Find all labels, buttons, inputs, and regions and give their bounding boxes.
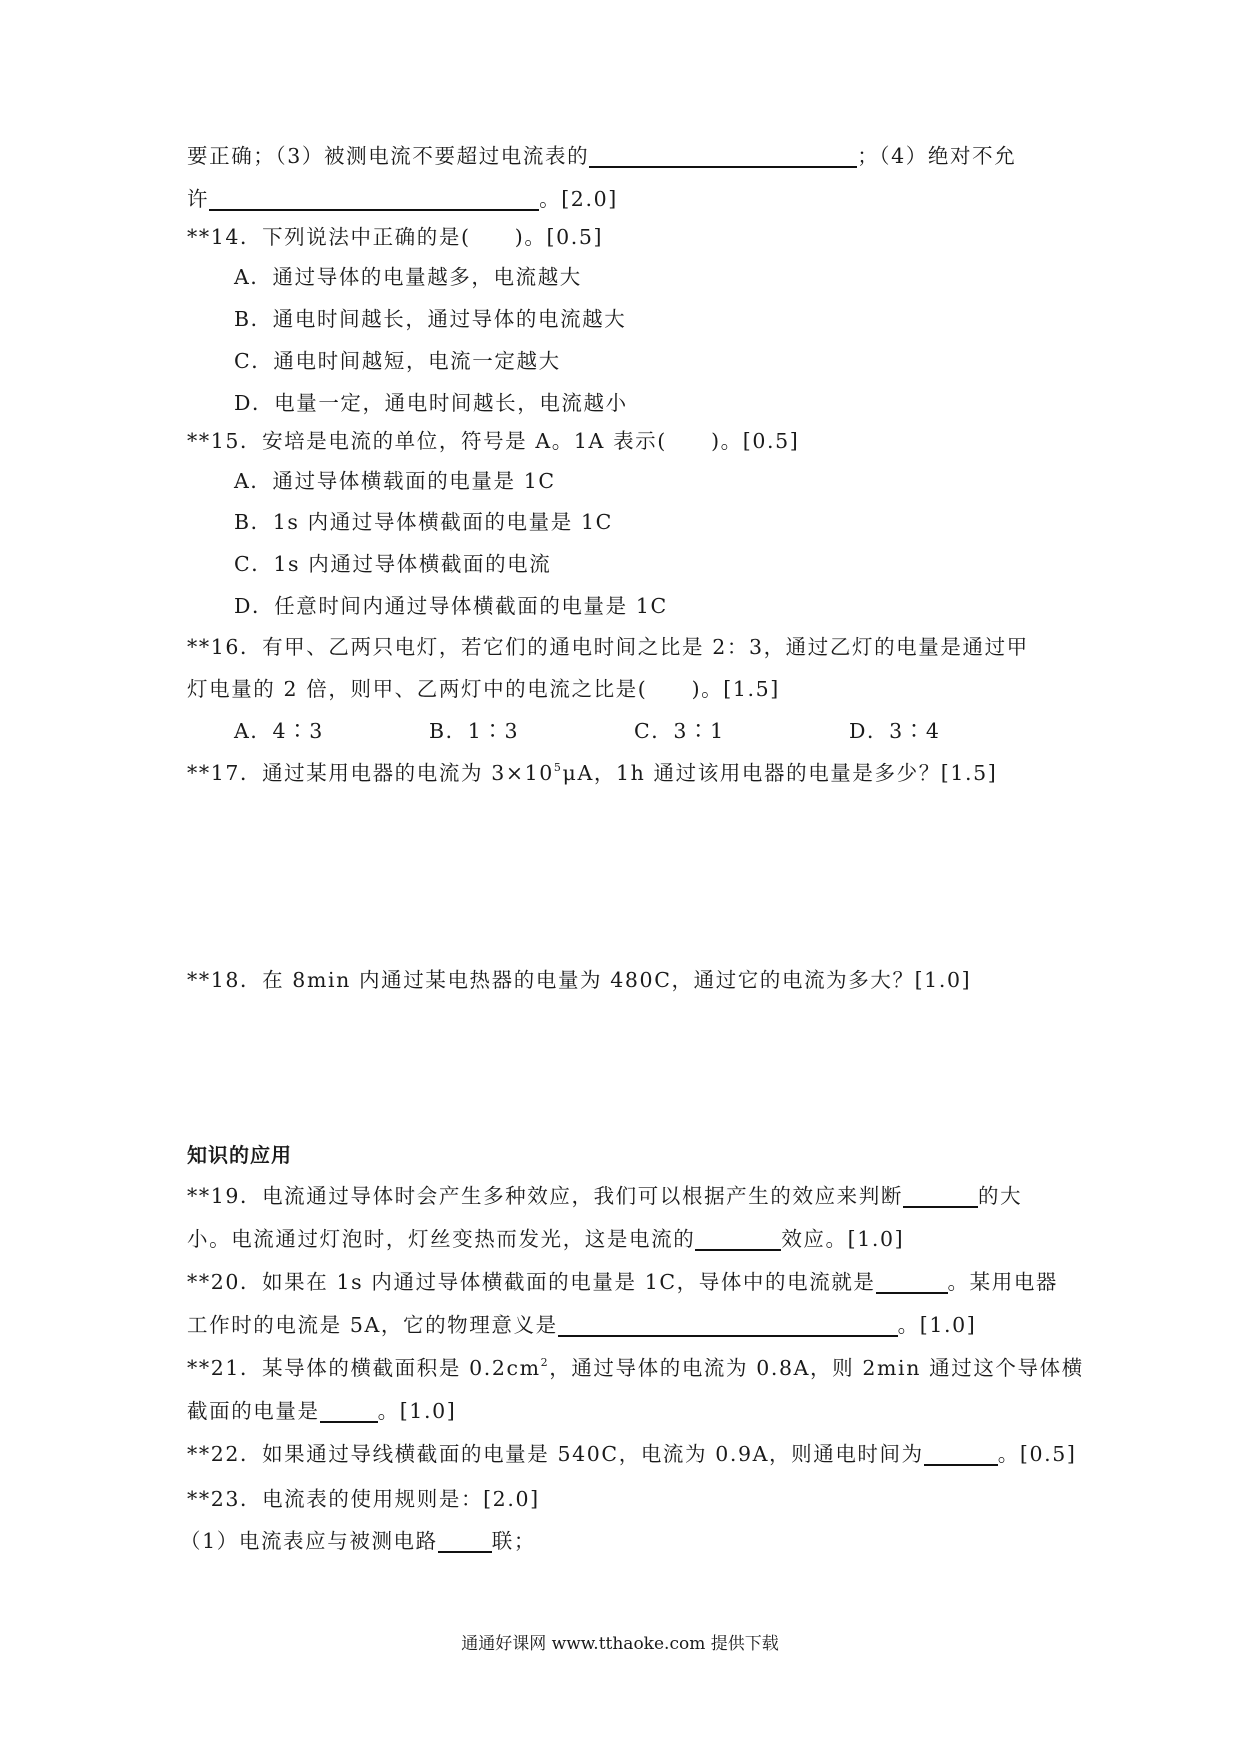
q14-option-c: C．通电时间越短，电流一定越大 — [234, 349, 561, 373]
q16-option-d: D．3∶4 — [849, 719, 941, 743]
answer-blank[interactable] — [438, 1529, 492, 1553]
section-heading: 知识的应用 — [187, 1143, 292, 1167]
superscript: 5 — [553, 761, 563, 774]
text: 许 — [187, 187, 210, 211]
q15-option-a: A．通过导体横载面的电量是 1C — [234, 469, 556, 493]
text: **21．某导体的横截面积是 0.2cm — [187, 1356, 541, 1380]
line-q13-part4 — [187, 184, 618, 214]
question-21-line2 — [187, 1396, 456, 1426]
q16-options — [234, 716, 941, 746]
line-q13-part3 — [187, 141, 1016, 171]
q15-option-d: D．任意时间内通过导体横截面的电量是 1C — [234, 594, 668, 618]
text: 。[1.0] — [897, 1313, 977, 1337]
q15-option-b: B．1s 内通过导体横截面的电量是 1C — [234, 510, 613, 534]
text: μA，1h 通过该用电器的电量是多少？[1.5] — [562, 761, 998, 785]
answer-blank[interactable] — [209, 187, 539, 211]
answer-blank[interactable] — [924, 1442, 998, 1466]
text: ；（4）绝对不允 — [857, 144, 1017, 168]
text: **19．电流通过导体时会产生多种效应，我们可以根据产生的效应来判断 — [187, 1184, 903, 1208]
question-16-line2: 灯电量的 2 倍，则甲、乙两灯中的电流之比是( )。[1.5] — [187, 677, 780, 701]
text: 联； — [491, 1529, 536, 1553]
text: （1）电流表应与被测电路 — [180, 1529, 438, 1553]
question-17 — [187, 758, 997, 788]
text: **20．如果在 1s 内通过导体横截面的电量是 1C，导体中的电流就是 — [187, 1270, 876, 1294]
question-23: **23．电流表的使用规则是：[2.0] — [187, 1487, 540, 1511]
q16-option-b: B．1∶3 — [429, 719, 520, 743]
question-20-line1 — [187, 1267, 1058, 1297]
question-23-item1 — [180, 1526, 536, 1556]
text: 截面的电量是 — [187, 1399, 320, 1423]
text: **17．通过某用电器的电流为 3×10 — [187, 761, 554, 785]
question-20-line2 — [187, 1310, 976, 1340]
question-15: **15．安培是电流的单位，符号是 A。1A 表示( )。[0.5] — [187, 429, 800, 453]
q14-option-d: D．电量一定，通电时间越长，电流越小 — [234, 391, 628, 415]
question-16-line1: **16．有甲、乙两只电灯，若它们的通电时间之比是 2：3，通过乙灯的电量是通过甲 — [187, 635, 1029, 659]
question-21-line1 — [187, 1353, 1084, 1383]
q14-option-a: A．通过导体的电量越多，电流越大 — [234, 265, 582, 289]
superscript: 2 — [540, 1356, 550, 1369]
question-19-line2 — [187, 1224, 904, 1254]
question-14: **14．下列说法中正确的是( )。[0.5] — [187, 225, 604, 249]
answer-blank[interactable] — [903, 1184, 978, 1208]
question-19-line1 — [187, 1181, 1022, 1211]
answer-blank[interactable] — [320, 1399, 378, 1423]
page-footer: 通通好课网 www.tthaoke.com 提供下载 — [461, 1634, 779, 1654]
text: 工作时的电流是 5A，它的物理意义是 — [187, 1313, 558, 1337]
q14-option-b: B．通电时间越长，通过导体的电流越大 — [234, 307, 627, 331]
text: 要正确；（3）被测电流不要超过电流表的 — [187, 144, 590, 168]
text: 。[1.0] — [377, 1399, 457, 1423]
question-18: **18．在 8min 内通过某电热器的电量为 480C，通过它的电流为多大？[1.0] — [187, 968, 972, 992]
answer-blank[interactable] — [695, 1227, 781, 1251]
text: 效应。[1.0] — [781, 1227, 905, 1251]
question-22 — [187, 1439, 1076, 1469]
text: ，通过导体的电流为 0.8A，则 2min 通过这个导体横 — [549, 1356, 1084, 1380]
text: 。[2.0] — [539, 187, 618, 211]
q16-option-a: A．4∶3 — [234, 719, 324, 743]
text: 。[0.5] — [997, 1442, 1077, 1466]
q15-option-c: C．1s 内通过导体横截面的电流 — [234, 552, 552, 576]
text: 的大 — [977, 1184, 1023, 1208]
answer-blank[interactable] — [558, 1313, 898, 1337]
text: **22．如果通过导线横截面的电量是 540C，电流为 0.9A，则通电时间为 — [187, 1442, 924, 1466]
text: 小。电流通过灯泡时，灯丝变热而发光，这是电流的 — [187, 1227, 696, 1251]
text: 。某用电器 — [947, 1270, 1059, 1294]
answer-blank[interactable] — [589, 144, 857, 168]
q16-option-c: C．3∶1 — [634, 719, 725, 743]
answer-blank[interactable] — [876, 1270, 948, 1294]
